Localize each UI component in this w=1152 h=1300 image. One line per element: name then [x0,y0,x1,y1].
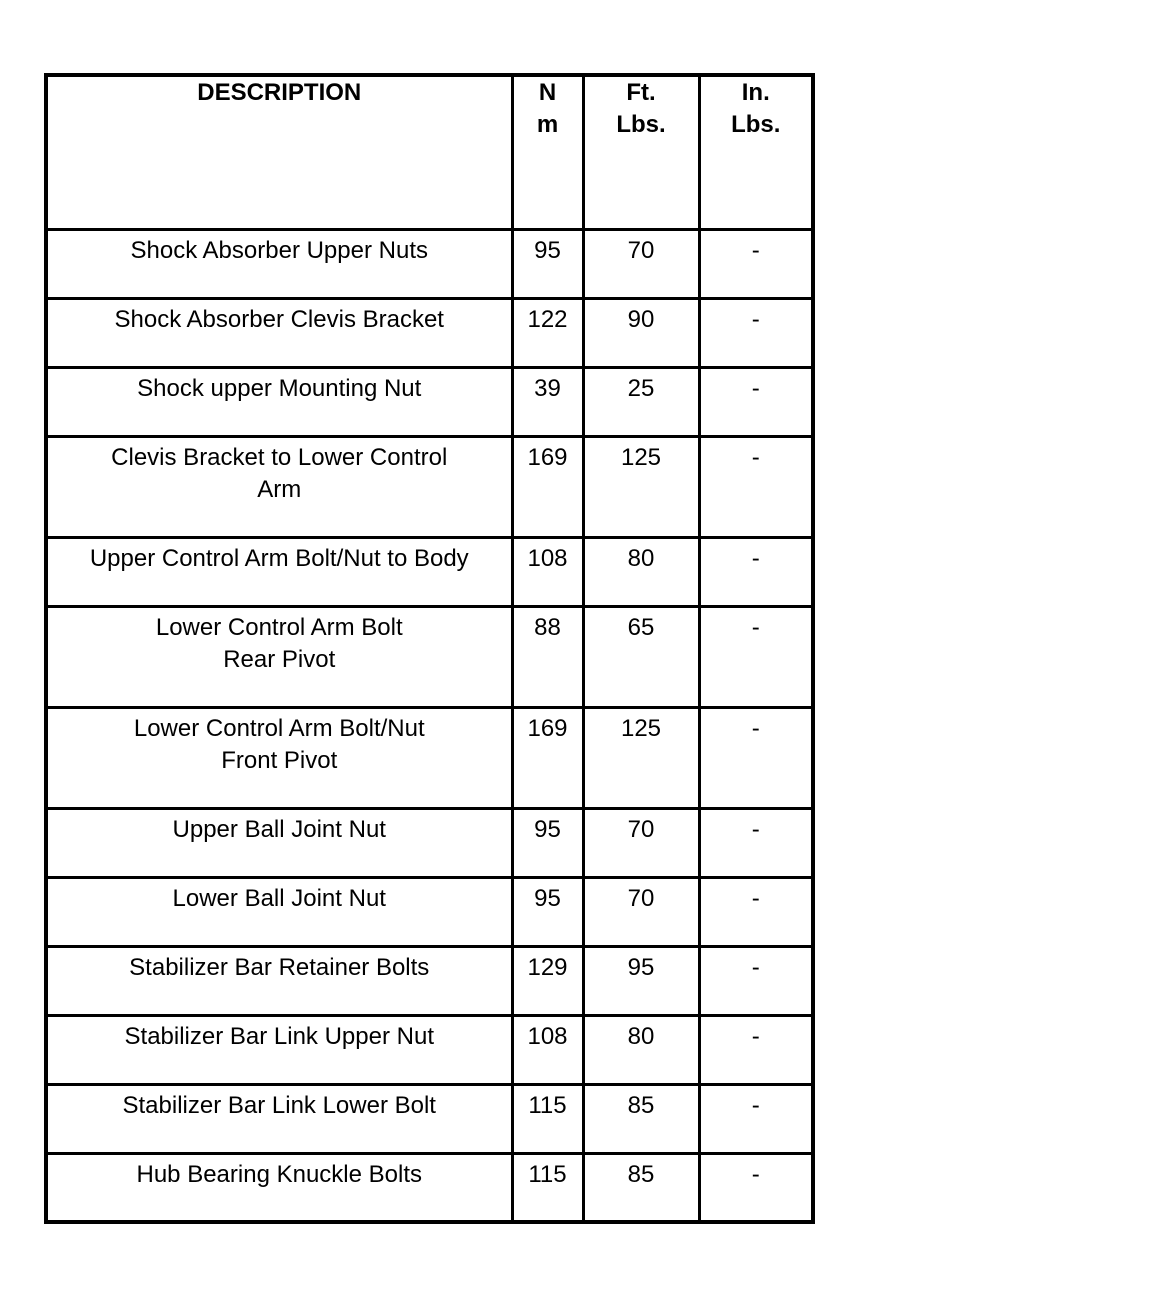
table-row [46,1084,813,1153]
header-nm-line-1: N [538,79,557,106]
cell-ft-lbs: 25 [583,367,699,436]
table-row [46,606,813,707]
description-line: Front Pivot [221,746,338,774]
cell-in-lbs: - [699,808,813,877]
table-row [46,229,813,298]
cell-in-lbs: - [699,1015,813,1084]
cell-description [46,606,512,707]
cell-description [46,877,512,946]
cell-ft-lbs: 70 [583,877,699,946]
cell-description [46,229,512,298]
description-line: Upper Ball Joint Nut [172,815,386,843]
cell-nm: 88 [512,606,583,707]
cell-description [46,1153,512,1222]
cell-nm: 39 [512,367,583,436]
cell-description [46,707,512,808]
cell-ft-lbs: 125 [583,436,699,537]
header-description: DESCRIPTION [46,75,512,229]
cell-nm: 115 [512,1153,583,1222]
description-line: Stabilizer Bar Link Lower Bolt [122,1091,436,1119]
cell-ft-lbs: 70 [583,808,699,877]
table-row [46,298,813,367]
cell-in-lbs: - [699,367,813,436]
cell-nm: 115 [512,1084,583,1153]
table-row [46,1153,813,1222]
description-line: Stabilizer Bar Retainer Bolts [129,953,430,981]
cell-description [46,946,512,1015]
header-in-lbs-line-2: Lbs. [731,111,781,138]
header-ft-lbs-line-1: Ft. [626,79,656,106]
description-line: Arm [257,475,302,503]
cell-description [46,1084,512,1153]
table-row [46,436,813,537]
cell-ft-lbs: 80 [583,1015,699,1084]
cell-ft-lbs: 125 [583,707,699,808]
table-header-row [46,75,813,229]
description-line: Hub Bearing Knuckle Bolts [136,1160,422,1188]
cell-ft-lbs: 70 [583,229,699,298]
description-line: Shock upper Mounting Nut [137,374,422,402]
cell-in-lbs: - [699,606,813,707]
cell-nm: 122 [512,298,583,367]
cell-description [46,436,512,537]
cell-nm: 108 [512,1015,583,1084]
cell-description [46,298,512,367]
header-ft-lbs-line-2: Lbs. [616,111,666,138]
cell-nm: 95 [512,808,583,877]
header-nm [512,75,583,229]
cell-in-lbs: - [699,537,813,606]
description-line: Lower Control Arm Bolt/Nut [133,714,425,742]
cell-nm: 108 [512,537,583,606]
cell-in-lbs: - [699,1153,813,1222]
table-row [46,946,813,1015]
cell-in-lbs: - [699,298,813,367]
torque-spec-table [44,73,815,1224]
cell-in-lbs: - [699,946,813,1015]
cell-nm: 169 [512,436,583,537]
cell-in-lbs: - [699,229,813,298]
description-line: Rear Pivot [223,645,336,673]
cell-description [46,1015,512,1084]
header-nm-line-2: m [536,111,559,138]
cell-ft-lbs: 95 [583,946,699,1015]
table-row [46,367,813,436]
cell-description [46,808,512,877]
cell-ft-lbs: 80 [583,537,699,606]
cell-description [46,367,512,436]
table-row [46,707,813,808]
cell-nm: 129 [512,946,583,1015]
description-line: Shock Absorber Clevis Bracket [114,305,444,333]
cell-in-lbs: - [699,1084,813,1153]
cell-ft-lbs: 65 [583,606,699,707]
cell-in-lbs: - [699,877,813,946]
description-line: Clevis Bracket to Lower Control [111,443,448,471]
cell-ft-lbs: 85 [583,1084,699,1153]
cell-ft-lbs: 90 [583,298,699,367]
description-line: Lower Control Arm Bolt [155,613,403,641]
cell-nm: 95 [512,229,583,298]
cell-in-lbs: - [699,436,813,537]
description-line: Stabilizer Bar Link Upper Nut [124,1022,434,1050]
header-ft-lbs [583,75,699,229]
cell-nm: 95 [512,877,583,946]
table-row [46,1015,813,1084]
cell-in-lbs: - [699,707,813,808]
table-row [46,877,813,946]
header-in-lbs-line-1: In. [741,79,770,106]
description-line: Shock Absorber Upper Nuts [130,236,428,264]
description-line: Lower Ball Joint Nut [172,884,386,912]
cell-description [46,537,512,606]
table-row [46,808,813,877]
header-in-lbs [699,75,813,229]
cell-ft-lbs: 85 [583,1153,699,1222]
cell-nm: 169 [512,707,583,808]
description-line: Upper Control Arm Bolt/Nut to Body [89,544,469,572]
table-row [46,537,813,606]
